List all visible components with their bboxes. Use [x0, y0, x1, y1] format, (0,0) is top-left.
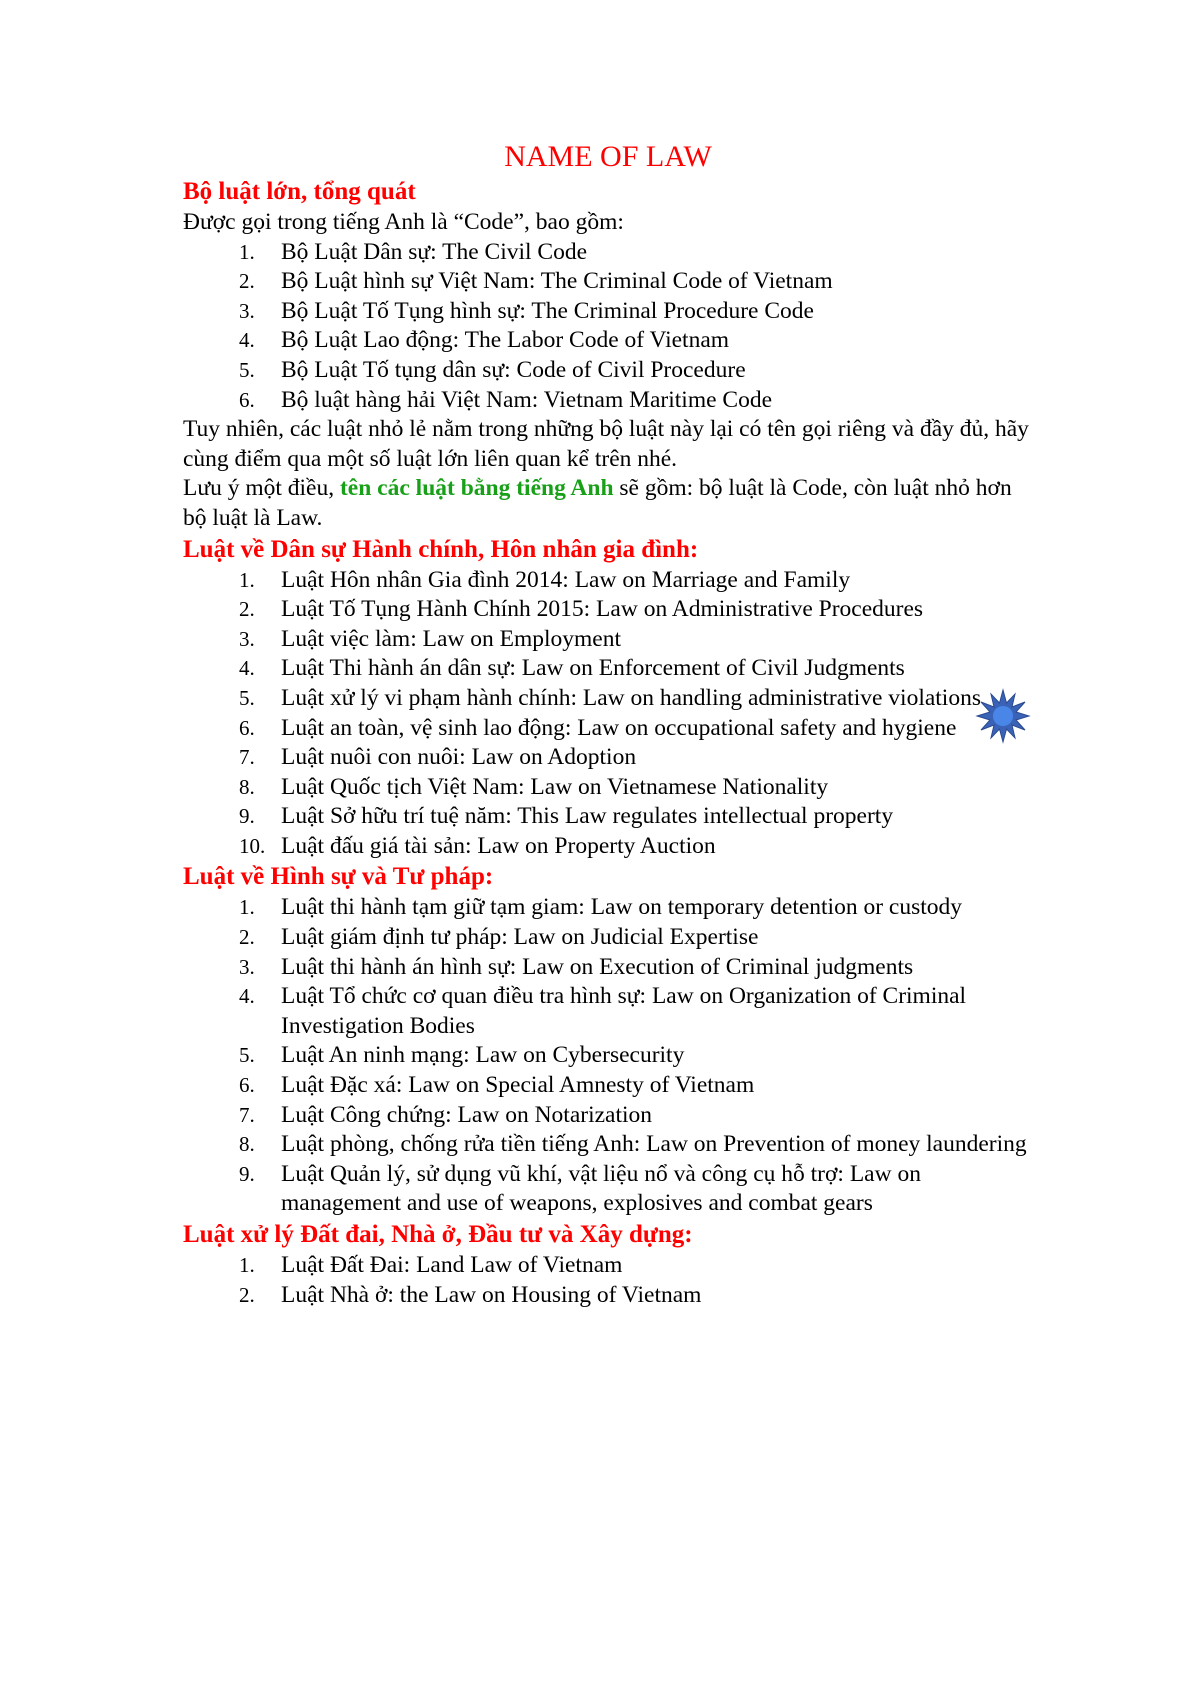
list-item	[183, 832, 1033, 862]
list-item	[183, 923, 1033, 953]
list-item	[183, 1071, 1033, 1101]
list-number: 3.	[239, 954, 255, 979]
list-number: 4.	[239, 328, 255, 353]
list-item	[183, 953, 1033, 983]
list-number: 9.	[239, 1161, 255, 1186]
section-heading-land-housing: Luật xử lý Đất đai, Nhà ở, Đầu tư và Xây dựng:	[183, 1221, 693, 1248]
list-item	[183, 1130, 1033, 1160]
list-item	[183, 1101, 1033, 1131]
note-paragraph	[183, 474, 1033, 533]
section-heading-criminal-judicial: Luật về Hình sự và Tư pháp:	[183, 863, 494, 891]
list-number: 9.	[239, 804, 255, 829]
list-item-text: Luật giám định tư pháp: Law on Judicial Expertise	[281, 924, 759, 951]
list-item-text: Luật Tố Tụng Hành Chính 2015: Law on Administrative Procedures	[281, 596, 924, 623]
list-item-text: Luật An ninh mạng: Law on Cybersecurity	[281, 1042, 685, 1069]
list-item-text: Luật Đất Đai: Land Law of Vietnam	[281, 1252, 623, 1278]
list-item	[183, 326, 1033, 356]
list-item	[183, 1251, 1033, 1281]
list-number: 3.	[239, 298, 255, 323]
list-number: 5.	[239, 1043, 255, 1068]
codes-list	[183, 238, 1033, 416]
list-item-text: Luật Đặc xá: Law on Special Amnesty of Vietnam	[281, 1072, 755, 1099]
land-housing-list	[183, 1251, 1033, 1310]
note-text-end: sẽ gồm: bộ luật là Code, còn luật nhỏ hơn bộ luật là Law.	[183, 475, 1012, 531]
list-item	[183, 238, 1033, 268]
list-item	[183, 654, 1033, 684]
list-item-text: Luật thi hành án hình sự: Law on Execution of Criminal judgments	[281, 953, 914, 980]
list-item	[183, 1041, 1033, 1071]
list-item	[183, 1281, 1033, 1311]
list-number: 8.	[239, 1132, 255, 1157]
list-item-text: Luật an toàn, vệ sinh lao động: Law on occupational safety and hygiene	[281, 714, 957, 741]
list-number: 7.	[239, 745, 255, 770]
list-item-text: Luật Quốc tịch Việt Nam: Law on Vietnamese Nationality	[281, 773, 829, 800]
list-item	[183, 773, 1033, 803]
list-item	[183, 566, 1033, 596]
list-number: 5.	[239, 685, 255, 710]
list-number: 2.	[239, 597, 255, 622]
list-item-text: Luật Sở hữu trí tuệ năm: This Law regulates intellectual property	[281, 803, 894, 830]
civil-admin-list	[183, 566, 1033, 862]
list-number: 2.	[239, 1282, 255, 1307]
list-number: 4.	[239, 984, 255, 1009]
list-item	[183, 356, 1033, 386]
list-item-text: Luật nuôi con nuôi: Law on Adoption	[281, 744, 637, 771]
list-item	[183, 595, 1033, 625]
list-item-text: Luật Hôn nhân Gia đình 2014: Law on Marriage and Family	[281, 566, 851, 593]
list-number: 4.	[239, 656, 255, 681]
star-icon	[975, 688, 1031, 744]
list-item-text: Luật Công chứng: Law on Notarization	[281, 1101, 653, 1128]
list-number: 6.	[239, 715, 255, 740]
criminal-judicial-list	[183, 893, 1033, 1219]
list-number: 6.	[239, 387, 255, 412]
list-item	[183, 297, 1033, 327]
note-highlight: tên các luật bằng tiếng Anh	[339, 475, 614, 502]
list-number: 8.	[239, 774, 255, 799]
list-item-text: Bộ Luật hình sự Việt Nam: The Criminal Code of Vietnam	[281, 268, 833, 295]
list-number: 2.	[239, 269, 255, 294]
list-item-text: Luật Tổ chức cơ quan điều tra hình sự: Law on Organization of Criminal Investigation Bodies	[281, 983, 967, 1039]
list-item-text: Bộ Luật Tố tụng dân sự: Code of Civil Procedure	[281, 356, 746, 383]
list-item	[183, 982, 1033, 1041]
list-item	[183, 743, 1033, 773]
list-number: 1.	[239, 239, 255, 264]
list-item	[183, 714, 1033, 744]
list-item	[183, 893, 1033, 923]
list-number: 1.	[239, 567, 255, 592]
list-item	[183, 386, 1033, 416]
list-item-text: Bộ Luật Dân sự: The Civil Code	[281, 238, 588, 265]
list-item-text: Bộ luật hàng hải Việt Nam: Vietnam Maritime Code	[281, 386, 773, 413]
list-item-text: Luật Nhà ở: the Law on Housing of Vietnam	[281, 1281, 702, 1308]
list-item-text: Luật xử lý vi phạm hành chính: Law on handling administrative violations	[281, 684, 981, 711]
list-number: 5.	[239, 357, 255, 382]
list-item-text: Luật Quản lý, sử dụng vũ khí, vật liệu nổ và công cụ hỗ trợ: Law on management and use of weapons, explosives and combat gears	[281, 1160, 921, 1217]
list-number: 6.	[239, 1073, 255, 1098]
list-item	[183, 625, 1033, 655]
list-item	[183, 684, 1033, 714]
section-heading-civil-admin: Luật về Dân sự Hành chính, Hôn nhân gia đình:	[183, 535, 699, 563]
list-item-text: Bộ Luật Tố Tụng hình sự: The Criminal Procedure Code	[281, 297, 814, 324]
list-number: 1.	[239, 895, 255, 920]
body-paragraph: Tuy nhiên, các luật nhỏ lẻ nằm trong những bộ luật này lại có tên gọi riêng và đầy đủ, hãy cùng điểm qua một số luật lớn liên quan kể trên nhé.	[183, 416, 1029, 472]
document-page	[183, 138, 1033, 1310]
list-item	[183, 267, 1033, 297]
document-title: NAME OF LAW	[504, 140, 712, 173]
section-heading-codes: Bộ luật lớn, tổng quát	[183, 178, 416, 205]
list-item-text: Luật Thi hành án dân sự: Law on Enforcement of Civil Judgments	[281, 655, 905, 682]
list-number: 1.	[239, 1253, 255, 1277]
star-center	[993, 706, 1013, 726]
list-item-text: Luật việc làm: Law on Employment	[281, 625, 622, 652]
list-number: 3.	[239, 626, 255, 651]
list-item	[183, 1160, 1033, 1219]
note-text-start: Lưu ý một điều,	[183, 475, 340, 502]
section-intro: Được gọi trong tiếng Anh là “Code”, bao gồm:	[183, 209, 624, 235]
list-item-text: Luật đấu giá tài sản: Law on Property Auction	[281, 832, 716, 859]
list-number: 10.	[239, 833, 266, 858]
list-number: 2.	[239, 925, 255, 950]
list-item	[183, 802, 1033, 832]
list-item-text: Luật thi hành tạm giữ tạm giam: Law on temporary detention or custody	[281, 894, 963, 921]
list-item-text: Bộ Luật Lao động: The Labor Code of Vietnam	[281, 327, 730, 354]
list-number: 7.	[239, 1102, 255, 1127]
list-item-text: Luật phòng, chống rửa tiền tiếng Anh: Law on Prevention of money laundering	[281, 1131, 1027, 1158]
